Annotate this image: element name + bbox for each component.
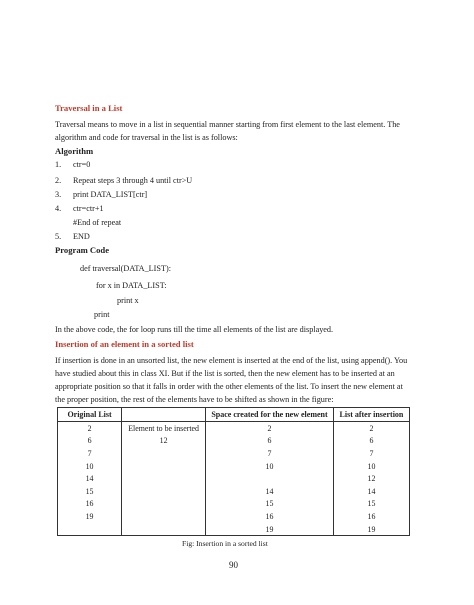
- table-cell: 10: [58, 460, 122, 473]
- table-cell: 19: [58, 510, 122, 523]
- insertion-figure-table: [57, 407, 410, 536]
- algorithm-step: [55, 176, 61, 185]
- table-cell: [122, 472, 206, 485]
- table-cell: Element to be inserted: [128, 423, 199, 433]
- paragraph-line: If insertion is done in an unsorted list, the new element is inserted at the end of the list, using append(). You: [55, 356, 408, 365]
- table-cell: 12: [159, 436, 168, 446]
- table-cell: 14: [333, 485, 409, 498]
- paragraph-line: have studied about this in class XI. But if the list is sorted, then the new element has to be inserted at an: [55, 369, 395, 378]
- algorithm-step: [55, 232, 61, 241]
- table-cell: 16: [58, 498, 122, 511]
- paragraph-line: appropriate position so that it falls in order with the other elements of the list. To insert the new element at: [55, 382, 403, 391]
- paragraph-line: Traversal means to move in a list in sequential manner starting from first element to the last element. The: [55, 120, 400, 129]
- table-cell: 7: [58, 447, 122, 460]
- traversal-paragraph: [55, 118, 400, 144]
- figure-caption: Fig: Insertion in a sorted list: [182, 539, 268, 548]
- table-row: [58, 422, 410, 435]
- table-row: [58, 485, 410, 498]
- table-cell: [206, 472, 334, 485]
- algorithm-title: Algorithm: [55, 146, 94, 156]
- program-code-title: Program Code: [55, 245, 110, 255]
- table-cell: 16: [206, 510, 334, 523]
- step-number: 3.: [55, 190, 62, 199]
- step-number: 4.: [55, 204, 62, 213]
- table-cell: 6: [333, 435, 409, 448]
- table-cell: [122, 510, 206, 523]
- column-header-original: Original List: [58, 408, 122, 422]
- table-row: [58, 472, 410, 485]
- step-number: 1.: [55, 160, 62, 169]
- table-cell: 16: [333, 510, 409, 523]
- step-number: 5.: [55, 232, 62, 241]
- algorithm-step-comment: #End of repeat: [73, 218, 122, 227]
- table-cell: 7: [206, 447, 334, 460]
- algorithm-step: [55, 190, 61, 199]
- table-cell: 7: [333, 447, 409, 460]
- code-line: print x: [117, 296, 139, 305]
- algorithm-step: [55, 204, 61, 213]
- column-header-blank: [122, 408, 206, 422]
- paragraph-line: algorithm and code for traversal in the list is as follows:: [55, 133, 238, 142]
- table-cell: 15: [58, 485, 122, 498]
- table-cell: 6: [206, 435, 334, 448]
- insertion-paragraph: [55, 354, 407, 406]
- column-header-space: Space created for the new element: [206, 408, 334, 422]
- table-cell: [122, 447, 206, 460]
- table-cell: 2: [333, 422, 409, 435]
- section-heading-insertion: Insertion of an element in a sorted list: [55, 339, 194, 349]
- table-row: [58, 523, 410, 536]
- table-cell: [122, 485, 206, 498]
- algorithm-step-text: print DATA_LIST[ctr]: [73, 190, 148, 199]
- table-cell: 14: [206, 485, 334, 498]
- table-cell: 10: [333, 460, 409, 473]
- algorithm-step-text: END: [73, 232, 90, 241]
- table-row: [58, 460, 410, 473]
- table-cell: [122, 498, 206, 511]
- section-heading-traversal: Traversal in a List: [55, 103, 123, 113]
- table-row: [58, 447, 410, 460]
- table-cell: 15: [206, 498, 334, 511]
- table-cell: 2: [206, 422, 334, 435]
- table-cell: 2: [58, 422, 122, 435]
- algorithm-step: [55, 160, 61, 169]
- code-line: def traversal(DATA_LIST):: [80, 264, 171, 273]
- algorithm-step-text: ctr=ctr+1: [73, 204, 104, 213]
- table-cell: 10: [206, 460, 334, 473]
- table-cell: 12: [333, 472, 409, 485]
- code-line: print: [94, 310, 110, 319]
- table-cell: 19: [333, 523, 409, 536]
- table-cell: 15: [333, 498, 409, 511]
- table-header-row: [58, 408, 410, 422]
- after-code-text: In the above code, the for loop runs till the time all elements of the list are displayed.: [55, 325, 334, 334]
- table-cell: [58, 523, 122, 536]
- table-row: [58, 510, 410, 523]
- column-header-after: List after insertion: [333, 408, 409, 422]
- algorithm-step-text: Repeat steps 3 through 4 until ctr>U: [73, 176, 193, 185]
- algorithm-step-text: ctr=0: [73, 160, 91, 169]
- code-line: for x in DATA_LIST:: [96, 281, 167, 290]
- table-row: [58, 498, 410, 511]
- step-number: 2.: [55, 176, 62, 185]
- table-cell: 14: [58, 472, 122, 485]
- table-cell: 6: [58, 435, 122, 448]
- table-cell: [122, 460, 206, 473]
- table-row: [58, 435, 410, 448]
- paragraph-line: the proper position, the rest of the elements have to be shifted as shown in the figure:: [55, 395, 334, 404]
- page-number: 90: [229, 560, 238, 570]
- table-cell: 19: [206, 523, 334, 536]
- table-cell: [122, 523, 206, 536]
